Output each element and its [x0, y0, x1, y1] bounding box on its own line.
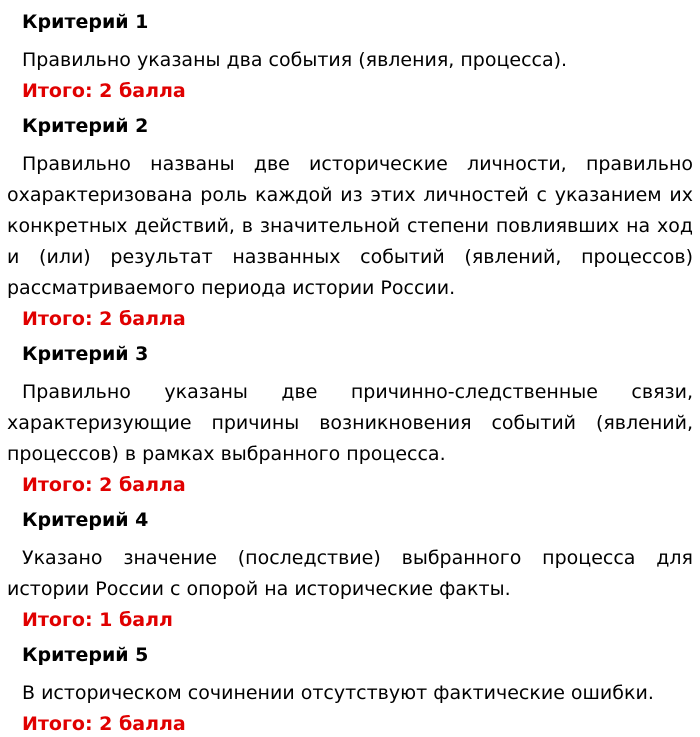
criterion-title: Критерий 3 — [22, 343, 149, 365]
criterion-total: Итого: 2 балла — [22, 713, 186, 735]
criterion-total: Итого: 2 балла — [22, 308, 186, 330]
criterion-total: Итого: 1 балл — [22, 609, 173, 631]
criterion-3 — [7, 342, 693, 498]
criterion-total: Итого: 2 балла — [22, 474, 186, 496]
criterion-title: Критерий 1 — [22, 11, 149, 33]
criterion-1 — [7, 10, 693, 104]
criterion-4 — [7, 508, 693, 633]
criterion-2 — [7, 114, 693, 332]
criterion-text: Указано значение (последствие) выбранного процесса для истории России с опорой на исторические факты. — [7, 547, 693, 600]
criterion-title: Критерий 2 — [22, 115, 149, 137]
criterion-5 — [7, 643, 693, 737]
criterion-title: Критерий 5 — [22, 644, 149, 666]
criterion-text: Правильно указаны два события (явления, процесса). — [22, 49, 568, 71]
criterion-text: Правильно указаны две причинно-следственные связи, характеризующие причины возникновения событий (явлений, процессов) в рамках выбранного процесса. — [7, 381, 693, 465]
criterion-text: Правильно названы две исторические личности, правильно охарактеризована роль каждой из этих личностей с указанием их конкретных действий, в значительной степени повлиявших на ход и (или) результат названных событий (явлений, процессов) рассматриваемого периода истории России. — [7, 153, 693, 299]
criterion-text: В историческом сочинении отсутствуют фактические ошибки. — [22, 682, 654, 704]
criterion-title: Критерий 4 — [22, 509, 149, 531]
criterion-total: Итого: 2 балла — [22, 80, 186, 102]
